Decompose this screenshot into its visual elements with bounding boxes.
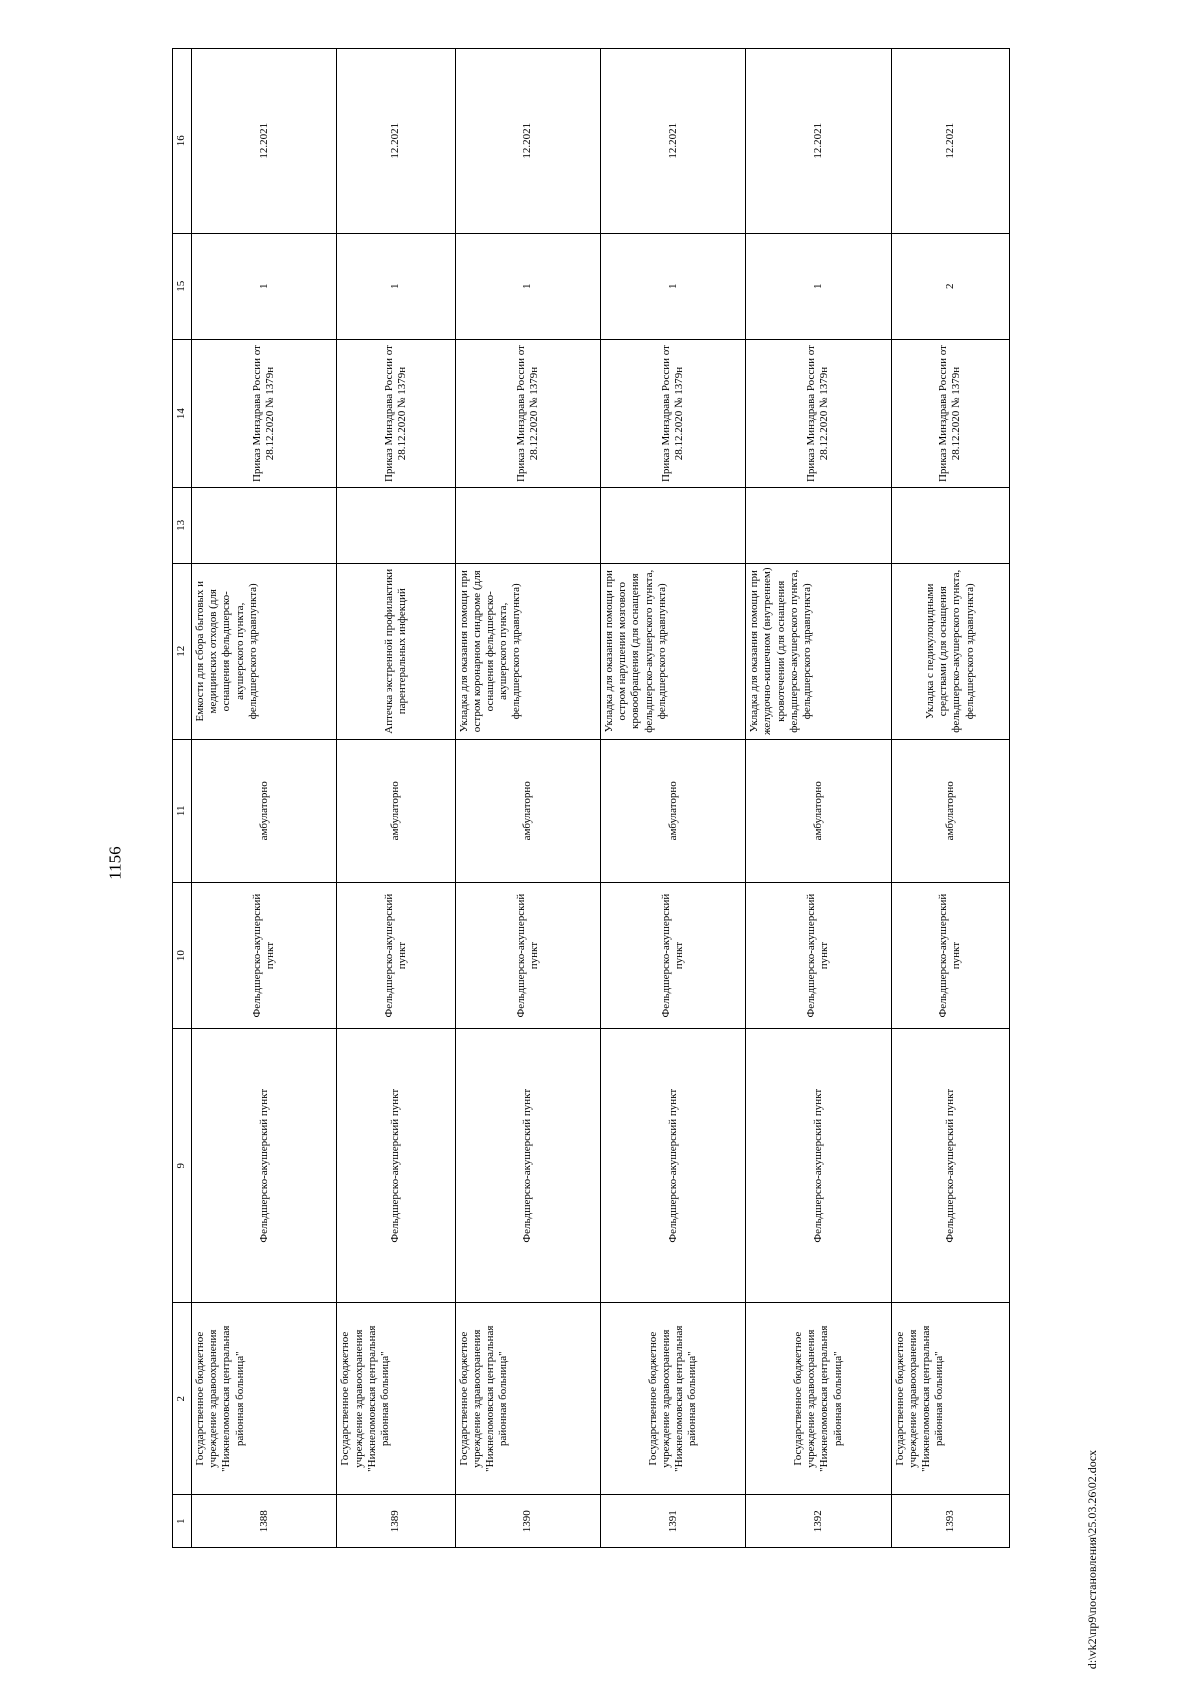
institution-cell: Государственное бюджетное учреждение здравоохранения "Нижнеломовская центральная районная больница" [455,1302,600,1495]
date-cell: 12.2021 [746,49,891,234]
header-col-16: 16 [173,49,192,234]
institution-cell: Государственное бюджетное учреждение здравоохранения "Нижнеломовская центральная районная больница" [891,1302,1009,1495]
row-number: 1388 [192,1495,337,1548]
institution-cell: Государственное бюджетное учреждение здравоохранения "Нижнеломовская центральная районная больница" [600,1302,745,1495]
care-type-cell: амбулаторно [455,739,600,882]
header-col-15: 15 [173,233,192,339]
facility-cell: Фельдшерско-акушерский пункт [746,1029,891,1302]
facility-cell: Фельдшерско-акушерский пункт [337,1029,455,1302]
care-type-cell: амбулаторно [600,739,745,882]
order-cell: Приказ Минздрава России от 28.12.2020 № 1379н [337,339,455,487]
equipment-cell: Аптечка экстренной профилактики парентеральных инфекций [337,563,455,739]
care-type-cell: амбулаторно [192,739,337,882]
equipment-cell: Емкости для сбора бытовых и медицинских отходов (для оснащения фельдшерско-акушерского пункта, фельдшерского здравпункта) [192,563,337,739]
table-header [173,49,192,1548]
col13-cell [192,488,337,563]
equipment-cell: Укладка с педикулоцидными средствами (для оснащения фельдшерско-акушерского пункта, фельдшерского здравпункта) [891,563,1009,739]
equipment-cell: Укладка для оказания помощи при желудочно-кишечном (внутреннем) кровотечении (для оснащения фельдшерско-акушерского пункта, фельдшерского здравпункта) [746,563,891,739]
row-number: 1392 [746,1495,891,1548]
care-type-cell: амбулаторно [891,739,1009,882]
facility-cell: Фельдшерско-акушерский пункт [192,1029,337,1302]
row-number: 1393 [891,1495,1009,1548]
header-col-14: 14 [173,339,192,487]
col13-cell [891,488,1009,563]
facility-cell: Фельдшерско-акушерский пункт [455,1029,600,1302]
care-type-cell: амбулаторно [746,739,891,882]
footer-file-path-text: d:\vk2\пр9\постановления\25.03.26\02.docx [1085,1449,1100,1669]
date-cell: 12.2021 [600,49,745,234]
table-row [192,49,337,1548]
header-col-2: 2 [173,1302,192,1495]
institution-cell: Государственное бюджетное учреждение здравоохранения "Нижнеломовская центральная районная больница" [746,1302,891,1495]
row-number: 1391 [600,1495,745,1548]
col13-cell [455,488,600,563]
header-col-13: 13 [173,488,192,563]
row-number: 1390 [455,1495,600,1548]
date-cell: 12.2021 [192,49,337,234]
quantity-cell: 1 [192,233,337,339]
header-col-11: 11 [173,739,192,882]
table-row [600,49,745,1548]
quantity-cell: 1 [600,233,745,339]
header-col-1: 1 [173,1495,192,1548]
order-cell: Приказ Минздрава России от 28.12.2020 № 1379н [600,339,745,487]
header-row [173,49,192,1548]
order-cell: Приказ Минздрава России от 28.12.2020 № 1379н [891,339,1009,487]
table-row [337,49,455,1548]
unit-cell: Фельдшерско-акушерский пункт [746,882,891,1029]
quantity-cell: 1 [455,233,600,339]
equipment-table [172,48,1010,1548]
order-cell: Приказ Минздрава России от 28.12.2020 № 1379н [192,339,337,487]
footer-file-path [1083,1434,1103,1684]
unit-cell: Фельдшерско-акушерский пункт [337,882,455,1029]
col13-cell [337,488,455,563]
quantity-cell: 2 [891,233,1009,339]
table-body [192,49,1010,1548]
institution-cell: Государственное бюджетное учреждение здравоохранения "Нижнеломовская центральная районная больница" [337,1302,455,1495]
table-row [455,49,600,1548]
page-number [101,848,131,878]
facility-cell: Фельдшерско-акушерский пункт [891,1029,1009,1302]
table-row [891,49,1009,1548]
equipment-cell: Укладка для оказания помощи при остром нарушении мозгового кровообращения (для оснащения фельдшерско-акушерского пункта, фельдшерского здравпункта) [600,563,745,739]
facility-cell: Фельдшерско-акушерский пункт [600,1029,745,1302]
row-number: 1389 [337,1495,455,1548]
table-row [746,49,891,1548]
date-cell: 12.2021 [891,49,1009,234]
header-col-10: 10 [173,882,192,1029]
quantity-cell: 1 [337,233,455,339]
care-type-cell: амбулаторно [337,739,455,882]
equipment-cell: Укладка для оказания помощи при остром коронарном синдроме (для оснащения фельдшерско-акушерского пункта, фельдшерского здравпункта) [455,563,600,739]
date-cell: 12.2021 [455,49,600,234]
order-cell: Приказ Минздрава России от 28.12.2020 № 1379н [746,339,891,487]
equipment-table-container [172,48,1010,1548]
page-number-text: 1156 [106,846,125,880]
institution-cell: Государственное бюджетное учреждение здравоохранения "Нижнеломовская центральная районная больница" [192,1302,337,1495]
order-cell: Приказ Минздрава России от 28.12.2020 № 1379н [455,339,600,487]
header-col-9: 9 [173,1029,192,1302]
date-cell: 12.2021 [337,49,455,234]
col13-cell [600,488,745,563]
unit-cell: Фельдшерско-акушерский пункт [455,882,600,1029]
col13-cell [746,488,891,563]
quantity-cell: 1 [746,233,891,339]
unit-cell: Фельдшерско-акушерский пункт [891,882,1009,1029]
unit-cell: Фельдшерско-акушерский пункт [600,882,745,1029]
header-col-12: 12 [173,563,192,739]
unit-cell: Фельдшерско-акушерский пункт [192,882,337,1029]
